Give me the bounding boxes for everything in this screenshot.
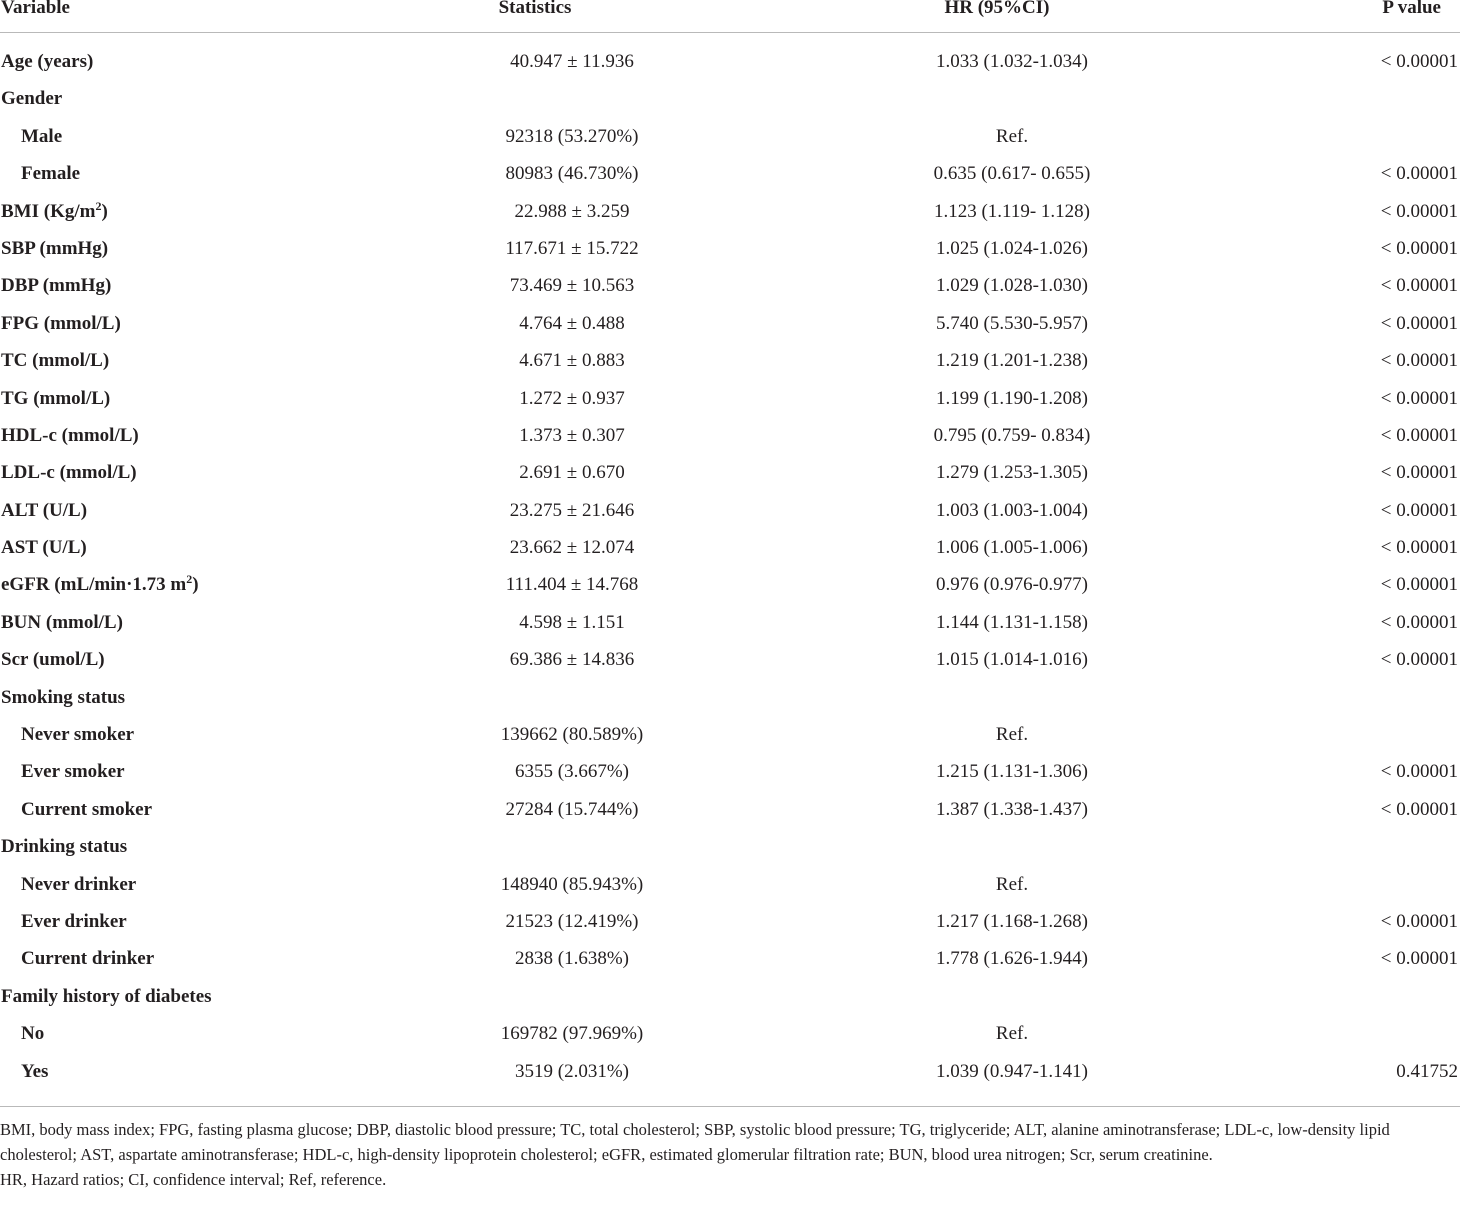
cell-p-value: < 0.00001 — [1380, 798, 1458, 820]
cell-hr: Ref. — [995, 724, 1029, 746]
cell-p-value: < 0.00001 — [1380, 910, 1458, 932]
table-footnotes — [0, 1106, 1460, 1192]
cell-statistics: 117.671 ± 15.722 — [505, 237, 639, 259]
cell-p-value: < 0.00001 — [1380, 462, 1458, 484]
cell-variable — [21, 724, 134, 746]
cell-p-value: < 0.00001 — [1380, 537, 1458, 559]
cell-hr: 1.199 (1.190-1.208) — [936, 387, 1088, 409]
cell-statistics: 22.988 ± 3.259 — [514, 200, 630, 222]
table-row — [0, 302, 1460, 339]
cell-variable — [1, 51, 93, 73]
cell-statistics: 23.275 ± 21.646 — [509, 499, 635, 521]
cell-p-value: < 0.00001 — [1380, 163, 1458, 185]
cell-p-value: < 0.00001 — [1380, 649, 1458, 671]
cell-variable — [1, 275, 111, 297]
variable-text: eGFR (mL/min·1.73 m — [1, 574, 187, 596]
variable-text: Female — [21, 163, 81, 185]
cell-hr: Ref. — [995, 873, 1029, 895]
cell-variable — [21, 799, 152, 821]
variable-text: DBP (mmHg) — [1, 275, 112, 297]
cell-variable — [1, 687, 125, 709]
cell-statistics: 139662 (80.589%) — [500, 724, 644, 746]
table-body — [0, 33, 1460, 1087]
cell-hr: 1.778 (1.626-1.944) — [936, 948, 1088, 970]
variable-text: Age (years) — [1, 51, 94, 72]
cell-statistics: 69.386 ± 14.836 — [509, 649, 635, 671]
cell-statistics: 23.662 ± 12.074 — [509, 537, 635, 559]
cell-p-value: < 0.00001 — [1380, 387, 1458, 409]
variable-text: TC (mmol/L) — [1, 350, 110, 372]
cell-statistics: 2838 (1.638%) — [515, 948, 629, 970]
cell-statistics: 92318 (53.270%) — [505, 125, 639, 147]
cell-hr: 1.015 (1.014-1.016) — [936, 649, 1088, 671]
header-statistics: Statistics — [498, 0, 572, 18]
footnote-abbreviations: BMI, body mass index; FPG, fasting plasma glucose; DBP, diastolic blood pressure; TC, total cholesterol; SBP, systolic blood pressure; TG, triglyceride; ALT, alanine aminotransferase; LDL-c, low-density lipid cholesterol; AST, aspartate aminotransferase; HDL-c, high-density lipoprotein cholesterol; eGFR, estimated glomerular filtration rate; BUN, blood urea nitrogen; Scr, serum creatinine. — [0, 1120, 1390, 1164]
cell-p-value: < 0.00001 — [1380, 424, 1458, 446]
table-row — [0, 563, 1460, 600]
table-row — [0, 227, 1460, 264]
cell-variable — [1, 313, 121, 335]
cell-variable — [1, 537, 87, 559]
cell-hr: 1.215 (1.131-1.306) — [936, 761, 1088, 783]
cell-statistics: 2.691 ± 0.670 — [519, 462, 625, 484]
variable-text: Drinking status — [1, 836, 128, 858]
table-row — [0, 414, 1460, 451]
header-variable: Variable — [1, 0, 70, 18]
variable-text: Ever smoker — [21, 761, 125, 783]
header-p-value: P value — [1382, 0, 1441, 18]
variable-text: Male — [21, 125, 63, 147]
cell-statistics: 111.404 ± 14.768 — [505, 574, 639, 596]
table-row — [0, 788, 1460, 825]
variable-text: BMI (Kg/m — [1, 200, 96, 222]
variable-text: Gender — [1, 88, 63, 110]
table-row — [0, 1050, 1460, 1087]
table-row — [0, 1012, 1460, 1049]
cell-statistics: 1.272 ± 0.937 — [519, 387, 625, 409]
variable-text: BUN (mmol/L) — [1, 611, 123, 633]
cell-p-value: < 0.00001 — [1380, 761, 1458, 783]
table-row — [0, 863, 1460, 900]
table-row — [0, 638, 1460, 675]
cell-hr: 1.219 (1.201-1.238) — [936, 350, 1088, 372]
cell-hr: Ref. — [995, 125, 1029, 147]
table-header — [0, 0, 1460, 33]
cell-statistics: 169782 (97.969%) — [500, 1023, 644, 1045]
variable-suffix: ) — [192, 574, 199, 596]
cell-statistics: 3519 (2.031%) — [515, 1060, 629, 1082]
cell-statistics: 27284 (15.744%) — [505, 798, 639, 820]
cell-statistics: 40.947 ± 11.936 — [510, 51, 634, 72]
header-hr: HR (95%CI) — [944, 0, 1050, 18]
table-row — [0, 713, 1460, 750]
table-row — [0, 339, 1460, 376]
cell-statistics: 148940 (85.943%) — [500, 873, 644, 895]
table-row — [0, 676, 1460, 713]
cell-statistics: 4.598 ± 1.151 — [519, 611, 625, 633]
cell-hr: 0.795 (0.759- 0.834) — [933, 424, 1091, 446]
cell-p-value: < 0.00001 — [1380, 312, 1458, 334]
cell-variable — [1, 649, 105, 671]
cell-hr: 1.033 (1.032-1.034) — [936, 51, 1088, 72]
cell-statistics: 1.373 ± 0.307 — [519, 424, 625, 446]
variable-text: SBP (mmHg) — [1, 237, 109, 259]
cell-variable — [1, 238, 108, 260]
cell-statistics: 4.764 ± 0.488 — [519, 312, 625, 334]
cell-p-value: 0.41752 — [1396, 1060, 1458, 1082]
cell-variable — [21, 948, 154, 970]
variable-text: FPG (mmol/L) — [1, 312, 121, 334]
cell-statistics: 6355 (3.667%) — [515, 761, 629, 783]
cell-statistics: 4.671 ± 0.883 — [519, 350, 625, 372]
superscript: 2 — [186, 572, 193, 587]
table-row — [0, 152, 1460, 189]
cell-statistics: 80983 (46.730%) — [505, 163, 639, 185]
variable-text: Smoking status — [1, 686, 126, 708]
cell-hr: 1.003 (1.003-1.004) — [936, 499, 1088, 521]
cell-p-value: < 0.00001 — [1380, 51, 1458, 72]
variable-text: Yes — [21, 1060, 49, 1082]
cell-variable — [1, 500, 87, 522]
cell-variable — [1, 388, 110, 410]
cell-variable — [21, 761, 125, 783]
variable-text: TG (mmol/L) — [1, 387, 111, 409]
cell-variable — [1, 612, 123, 634]
cell-variable — [1, 198, 108, 223]
cell-p-value: < 0.00001 — [1380, 350, 1458, 372]
footnote-hr: HR, Hazard ratios; CI, confidence interval; Ref, reference. — [0, 1170, 387, 1189]
cell-p-value: < 0.00001 — [1380, 237, 1458, 259]
table-row — [0, 601, 1460, 638]
variable-text: LDL-c (mmol/L) — [1, 462, 137, 484]
cell-variable — [21, 126, 62, 148]
variable-text: Never smoker — [21, 724, 135, 746]
cell-hr: 1.039 (0.947-1.141) — [936, 1060, 1088, 1082]
cell-variable — [1, 836, 127, 858]
variable-text: Current smoker — [21, 798, 153, 820]
cell-variable — [1, 350, 109, 372]
cell-p-value: < 0.00001 — [1380, 948, 1458, 970]
variable-text: AST (U/L) — [1, 537, 87, 559]
table-row — [0, 264, 1460, 301]
table-row — [0, 489, 1460, 526]
cell-variable — [21, 911, 127, 933]
variable-text: Family history of diabetes — [1, 985, 212, 1007]
cell-variable — [21, 1023, 44, 1045]
cell-hr: 0.976 (0.976-0.977) — [936, 574, 1088, 596]
superscript: 2 — [95, 198, 102, 213]
variable-text: Scr (umol/L) — [1, 649, 105, 671]
cell-hr: 0.635 (0.617- 0.655) — [933, 163, 1091, 185]
table-row — [0, 40, 1460, 77]
table-row — [0, 975, 1460, 1012]
cell-hr: 5.740 (5.530-5.957) — [936, 312, 1088, 334]
cell-hr: 1.387 (1.338-1.437) — [936, 798, 1088, 820]
cell-variable — [1, 425, 139, 447]
cell-p-value: < 0.00001 — [1380, 499, 1458, 521]
cell-statistics: 21523 (12.419%) — [505, 910, 639, 932]
cell-variable — [1, 88, 62, 110]
cell-hr: 1.144 (1.131-1.158) — [936, 611, 1088, 633]
variable-text: Never drinker — [21, 873, 137, 895]
cell-variable — [21, 874, 136, 896]
cell-p-value: < 0.00001 — [1380, 574, 1458, 596]
variable-text: ALT (U/L) — [1, 499, 88, 521]
table-row — [0, 750, 1460, 787]
table-row — [0, 825, 1460, 862]
variable-suffix: ) — [101, 200, 108, 222]
cell-hr: 1.006 (1.005-1.006) — [936, 537, 1088, 559]
cell-hr: 1.279 (1.253-1.305) — [936, 462, 1088, 484]
variable-text: Current drinker — [21, 948, 155, 970]
cell-hr: 1.123 (1.119- 1.128) — [933, 200, 1091, 222]
table-row — [0, 115, 1460, 152]
table-row — [0, 190, 1460, 227]
cell-p-value: < 0.00001 — [1380, 275, 1458, 297]
cell-variable — [1, 986, 212, 1008]
cell-variable — [21, 1061, 48, 1083]
table-row — [0, 526, 1460, 563]
cell-p-value: < 0.00001 — [1380, 200, 1458, 222]
cell-variable — [21, 163, 80, 185]
table-row — [0, 900, 1460, 937]
cell-hr: 1.025 (1.024-1.026) — [936, 237, 1088, 259]
variable-text: HDL-c (mmol/L) — [1, 424, 139, 446]
cell-variable — [1, 574, 199, 596]
cell-statistics: 73.469 ± 10.563 — [509, 275, 635, 297]
cell-p-value: < 0.00001 — [1380, 611, 1458, 633]
table-row — [0, 451, 1460, 488]
table-row — [0, 937, 1460, 974]
cell-variable — [1, 462, 137, 484]
variable-text: No — [21, 1023, 45, 1045]
variable-text: Ever drinker — [21, 910, 127, 932]
table-row — [0, 377, 1460, 414]
table-row — [0, 77, 1460, 114]
cell-hr: 1.029 (1.028-1.030) — [936, 275, 1088, 297]
cell-hr: 1.217 (1.168-1.268) — [936, 910, 1088, 932]
cell-hr: Ref. — [995, 1023, 1029, 1045]
